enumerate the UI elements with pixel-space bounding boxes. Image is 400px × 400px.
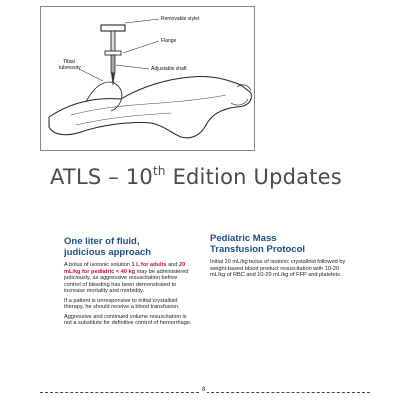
pediatric-volume-emphasis: 20 mL/kg for pediatric < 40 kg [64,262,186,275]
callout-tuberosity: tuberosity [59,65,81,71]
slide-title [50,164,370,189]
left-p1-text-b: and [166,262,179,268]
right-column-body [210,259,350,282]
title-superscript: th [152,164,166,178]
callout-adjustable-shaft: Adjustable shaft [151,66,187,72]
callout-tibial: Tibial [63,59,75,65]
left-heading-line2: judicious approach [64,246,152,258]
right-paragraph-1: Initial 20 mL/kg bolus of isotonic crystalloid followed by weight-based blood product resuscitation with 10-20 mL/kg of RBC and 10-20 mL/kg of FFP and platelets. [210,259,346,278]
left-p1-text-a: A bolus of isotonic solution [64,262,132,268]
right-heading-line1: Pediatric Mass [210,233,277,244]
left-column-body [64,262,194,330]
callout-removable-stylet: Removable stylet [161,16,200,22]
left-column-heading [64,237,194,258]
left-paragraph-1 [64,262,194,295]
right-column-heading [210,234,350,255]
leg-with-needle-drawing [41,7,256,152]
title-prefix: ATLS – 10 [50,165,153,189]
intraosseous-illustration [40,6,255,151]
adult-volume-emphasis: 1 L for adults [131,262,167,268]
left-p1-text-c: may be administered judiciously, as aggressive resuscitation before control of bleeding has been demonstrated to increase mortality and morbidity. [64,268,189,294]
needle-icon [101,25,125,87]
page-number: 8 [202,387,206,393]
right-heading-line2: Transfusion Protocol [210,243,306,255]
left-paragraph-2: If a patient is unresponsive to initial crystalloid therapy, he should receive a blood transfusion. [64,297,180,310]
callout-flange: Flange [161,38,177,44]
left-heading-line1: One liter of fluid, [64,236,140,247]
title-suffix: Edition Updates [165,165,342,189]
left-paragraph-3: Aggressive and continued volume resuscitation is not a substitute for definitive control of hemorrhage. [64,313,192,326]
